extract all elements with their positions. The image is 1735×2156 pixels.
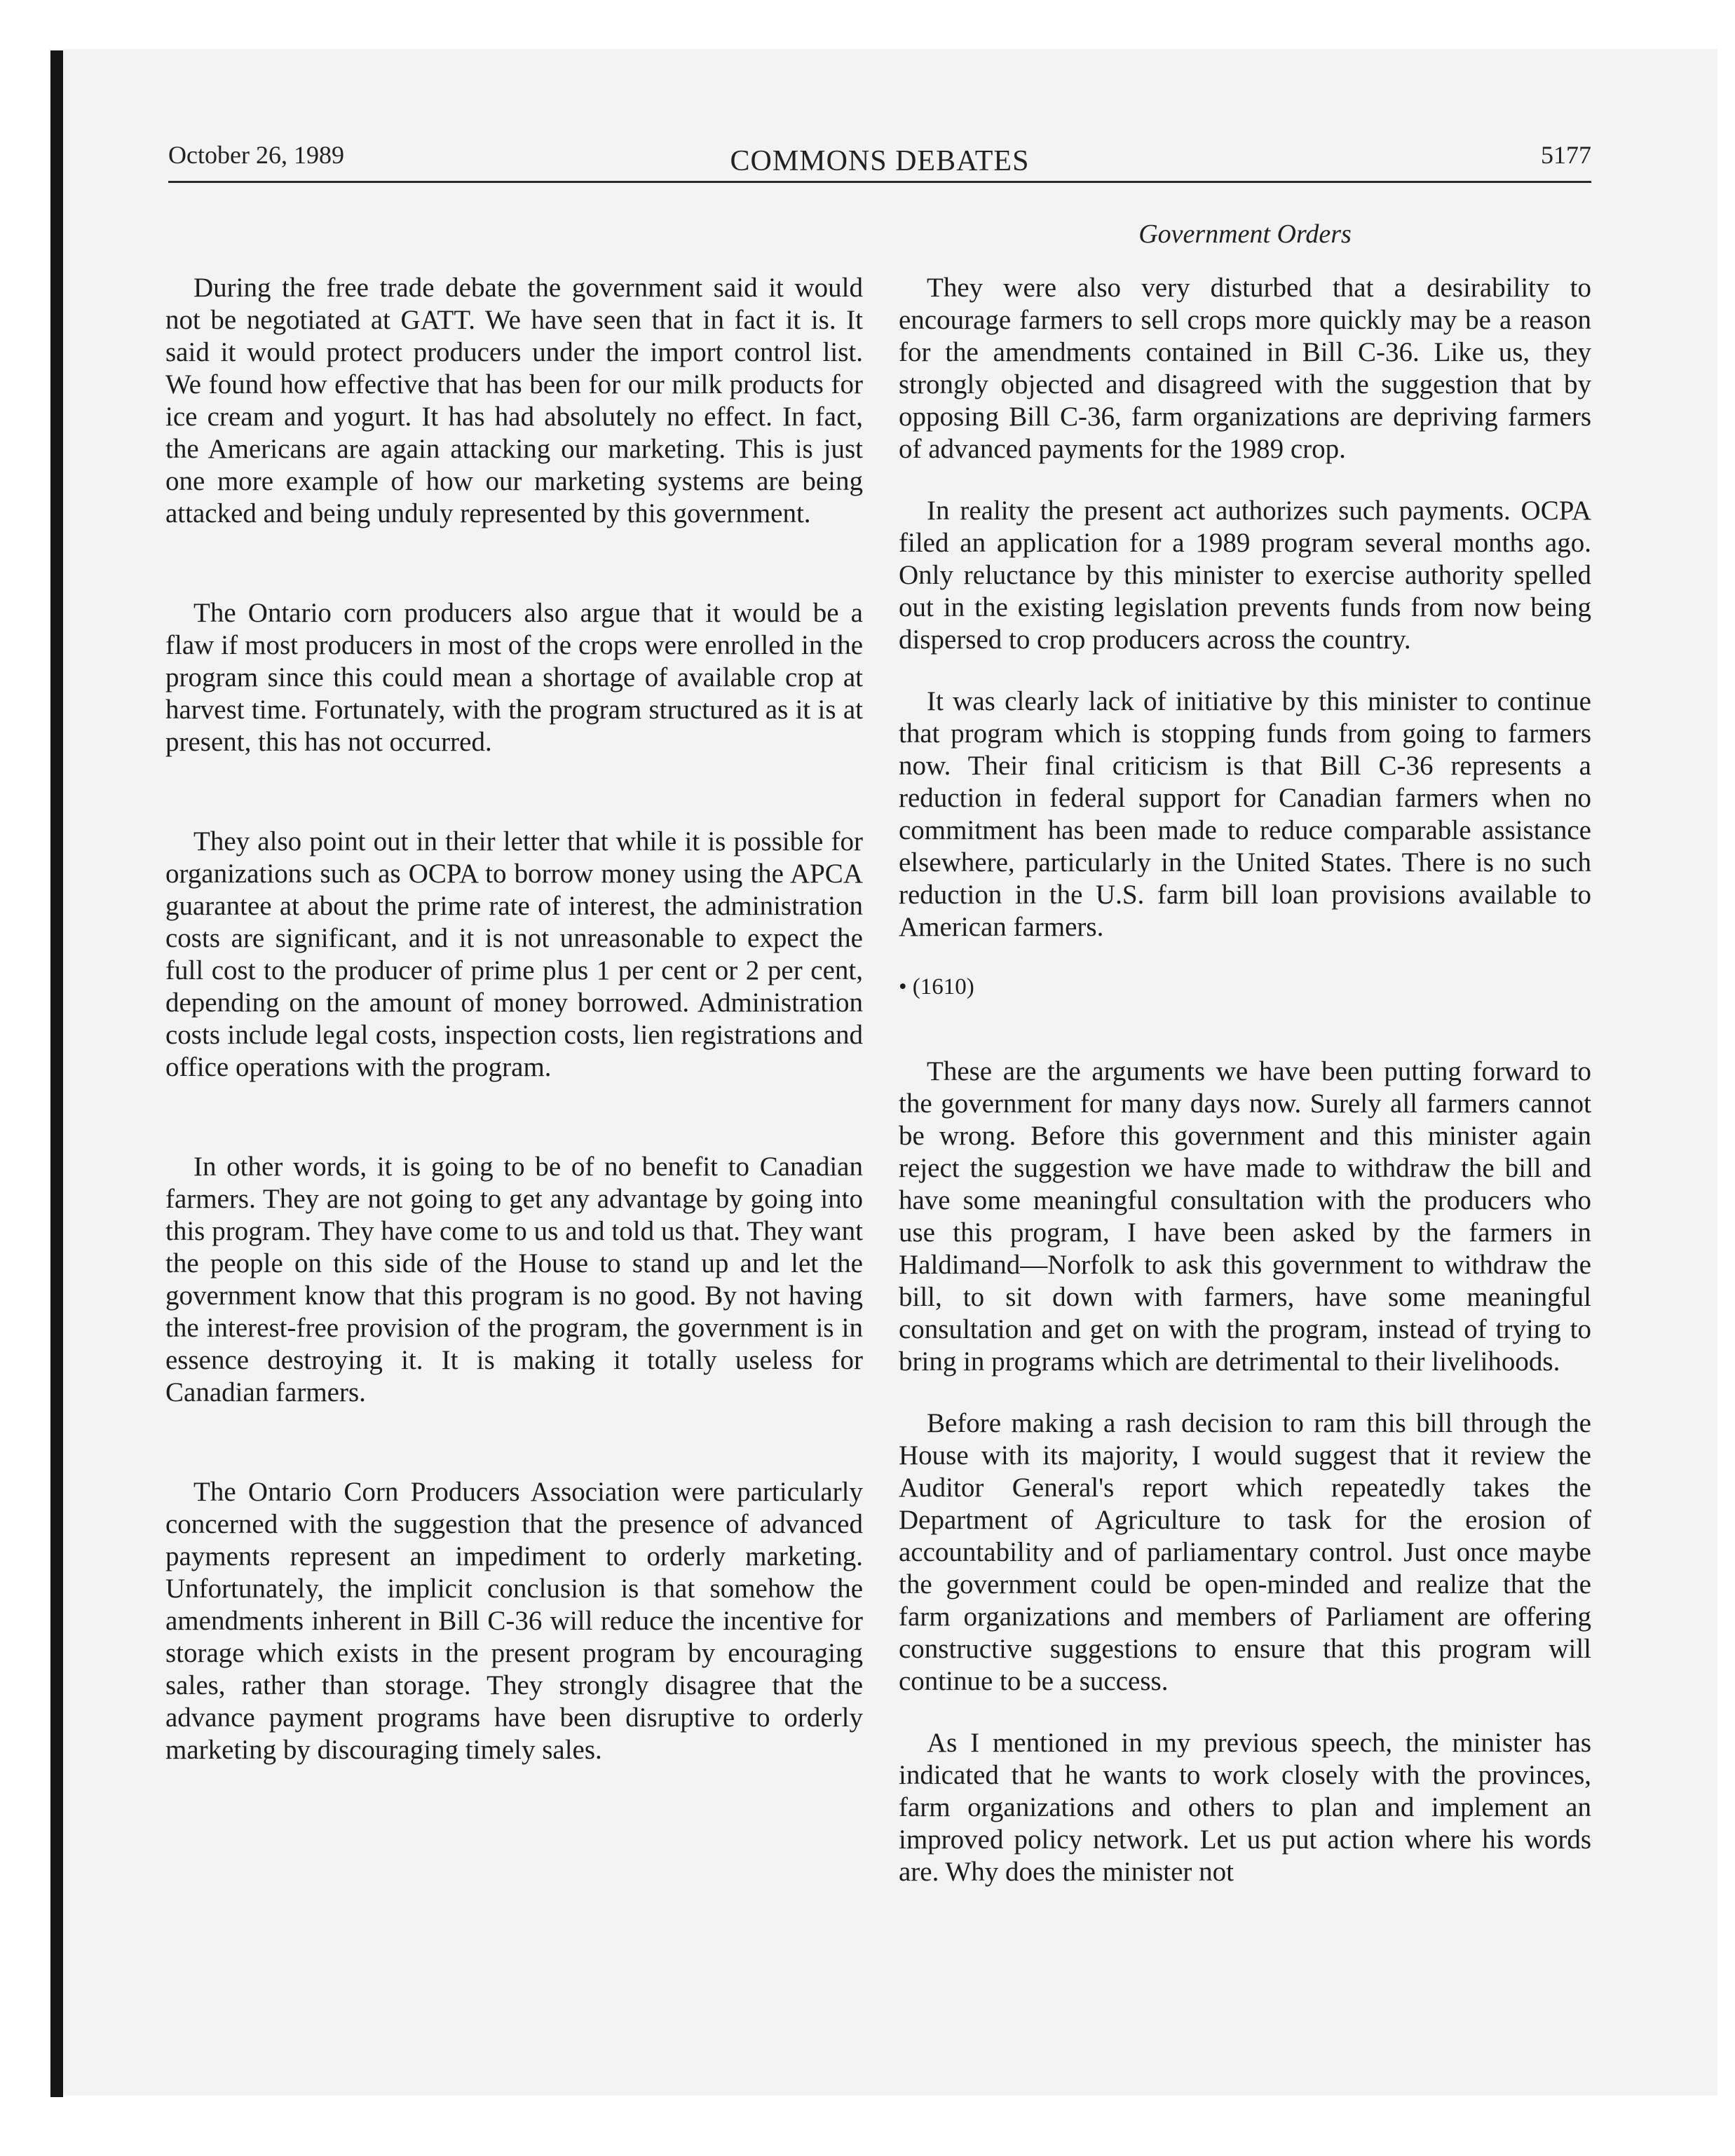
time-marker: • (1610) (899, 974, 974, 999)
paragraph: It was clearly lack of initiative by this minister to continue that program which is stopping funds from going to farmers now. Their final criticism is that Bill C-36 represents a reduction in federal support for Canadian farmers when no commitment has been made to reduce comparable assistance elsewhere, particularly in the United States. There is no such reduction in the U.S. farm bill loan provisions available to American farmers. (899, 686, 1591, 942)
header-rule (168, 181, 1591, 183)
paragraph: The Ontario corn producers also argue that it would be a flaw if most producers in most of the crops were enrolled in the program since this could mean a shortage of available crop at harvest time. Fortunately, with the program structured as it is at present, this has not occurred. (165, 598, 863, 757)
paragraph: In reality the present act authorizes such payments. OCPA filed an application for a 1989 program several months ago. Only reluctance by this minister to exercise authority spelled out in the existing legislation prevents funds from now being dispersed to crop producers across the country. (899, 496, 1591, 655)
scan-edge-shadow (50, 50, 63, 2097)
paragraph: Before making a rash decision to ram this bill through the House with its majority, I would suggest that it review the Auditor General's report which repeatedly takes the Department of Agriculture to task for the erosion of accountability and of parliamentary control. Just once maybe the government could be open-minded and realize that the farm organizations and members of Parliament are offering constructive suggestions to ensure that this program will continue to be a success. (899, 1408, 1591, 1696)
paragraph: They also point out in their letter that while it is possible for organizations such as OCPA to borrow money using the APCA guarantee at about the prime rate of interest, the administration costs are significant, and it is not unreasonable to expect the full cost to the producer of prime plus 1 per cent or 2 per cent, depending on the amount of money borrowed. Administration costs include legal costs, inspection costs, lien registrations and office operations with the program. (165, 826, 863, 1082)
paragraph: During the free trade debate the government said it would not be negotiated at GATT. We have seen that in fact it is. It said it would protect producers under the import control list. We found how effective that has been for our milk products for ice cream and yogurt. It has had absolutely no effect. In fact, the Americans are again attacking our marketing. This is just one more example of how our marketing systems are being attacked and being unduly represented by this government. (165, 273, 863, 528)
section-title: Government Orders (1138, 219, 1352, 249)
page-header (168, 140, 1591, 185)
header-title: COMMONS DEBATES (730, 145, 1030, 177)
right-column (899, 272, 1591, 1918)
page-number: 5177 (1541, 141, 1591, 169)
header-date: October 26, 1989 (168, 141, 344, 169)
paragraph: In other words, it is going to be of no benefit to Canadian farmers. They are not going to get any advantage by going into this program. They have come to us and told us that. They want the people on this side of the House to stand up and let the government know that this program is no good. By not having the interest-free provision of the program, the government is in essence destroying it. It is making it totally useless for Canadian farmers. (165, 1152, 863, 1407)
paragraph: They were also very disturbed that a desirability to encourage farmers to sell crops more quickly may be a reason for the amendments contained in Bill C-36. Like us, they strongly objected and disagreed with the suggestion that by opposing Bill C-36, farm organizations are depriving farmers of advanced payments for the 1989 crop. (899, 273, 1591, 464)
paragraph: As I mentioned in my previous speech, the minister has indicated that he wants to work closely with the provinces, farm organizations and others to plan and implement an improved policy network. Let us put action where his words are. Why does the minister not (899, 1728, 1591, 1887)
paragraph: The Ontario Corn Producers Association were particularly concerned with the suggestion that the presence of advanced payments represent an impediment to orderly marketing. Unfortunately, the implicit conclusion is that somehow the amendments inherent in Bill C-36 will reduce the incentive for storage which exists in the present program by encouraging sales, rather than storage. They strongly disagree that the advance payment programs have been disruptive to orderly marketing by discouraging timely sales. (165, 1477, 863, 1765)
left-column (165, 272, 863, 1834)
paragraph: These are the arguments we have been putting forward to the government for many days now. Surely all farmers cannot be wrong. Before this government and this minister again reject the suggestion we have made to withdraw the bill and have some meaningful consultation with the producers who use this program, I have been asked by the farmers in Haldimand—Norfolk to ask this government to withdraw the bill, to sit down with farmers, have some meaningful consultation and get on with the program, instead of trying to bring in programs which are detrimental to their livelihoods. (899, 1056, 1591, 1377)
